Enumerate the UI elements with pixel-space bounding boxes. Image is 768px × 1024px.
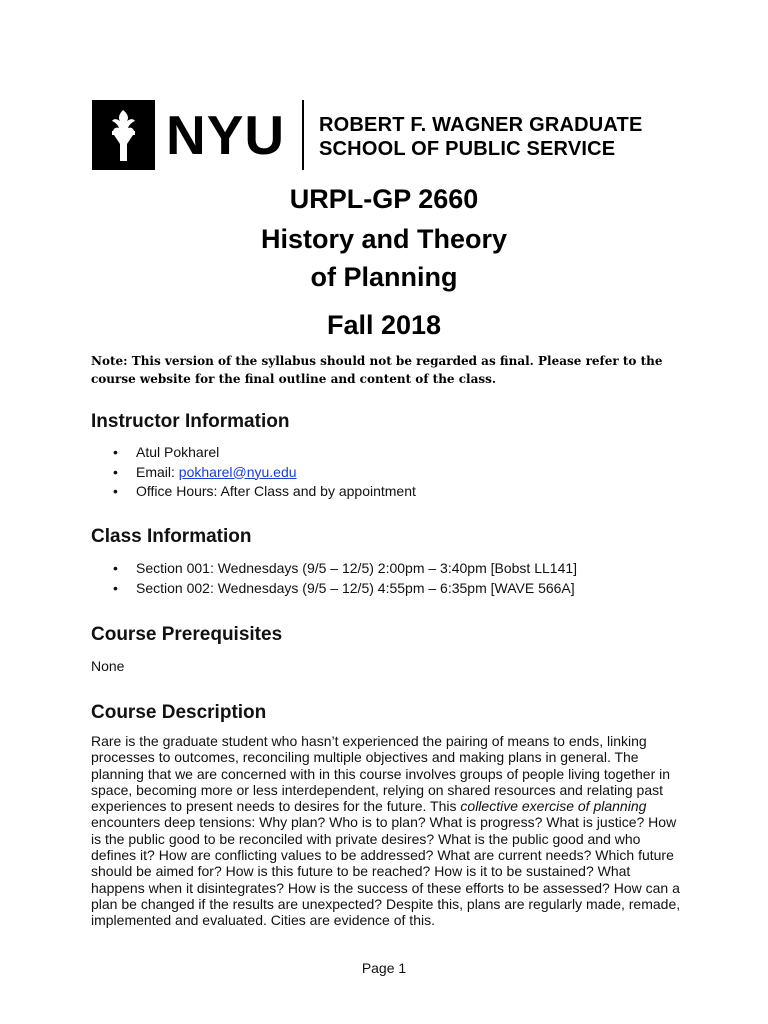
list-item bbox=[91, 443, 416, 463]
list-item bbox=[91, 463, 416, 483]
email-label: Email: bbox=[136, 463, 179, 480]
page-number: Page 1 bbox=[361, 960, 407, 976]
bullet-icon: • bbox=[113, 483, 118, 499]
email-link[interactable]: pokharel@nyu.edu bbox=[178, 463, 297, 480]
nyu-wordmark: NYU bbox=[166, 104, 286, 166]
bullet-icon: • bbox=[113, 579, 118, 596]
course-name-line2: of Planning bbox=[310, 262, 458, 292]
course-description bbox=[91, 733, 681, 929]
school-name bbox=[319, 113, 643, 161]
instructor-heading: Instructor Information bbox=[91, 411, 290, 432]
list-item bbox=[91, 579, 577, 599]
bullet-icon: • bbox=[113, 560, 118, 576]
nyu-torch-icon bbox=[92, 100, 155, 170]
school-name-line2: SCHOOL OF PUBLIC SERVICE bbox=[319, 138, 616, 160]
syllabus-note: Note: This version of the syllabus should not be regarded as final. Please refer to the course website for the final outline and content of the class. bbox=[91, 354, 663, 386]
class-info-heading: Class Information bbox=[91, 526, 252, 547]
bullet-icon: • bbox=[113, 444, 118, 460]
section-001: Section 001: Wednesdays (9/5 – 12/5) 2:00pm – 3:40pm [Bobst LL141] bbox=[136, 560, 578, 576]
bullet-icon: • bbox=[113, 463, 118, 480]
list-item bbox=[91, 482, 416, 502]
list-item bbox=[91, 559, 577, 579]
logo-divider bbox=[302, 100, 304, 170]
course-name-line1: History and Theory bbox=[260, 224, 508, 254]
course-code: URPL-GP 2660 bbox=[289, 184, 479, 214]
school-name-line1: ROBERT F. WAGNER GRADUATE bbox=[319, 114, 643, 136]
description-heading: Course Description bbox=[91, 702, 267, 723]
instructor-name: Atul Pokharel bbox=[136, 444, 220, 460]
prerequisites-text: None bbox=[91, 658, 125, 674]
description-text-1: Rare is the graduate student who hasn’t experienced the pairing of means to ends, linking processes to outcomes, reconciling multiple objectives and making plans in general. The planning that we are concerned with in this course involves groups of people living together in space, becoming more or less interdependent, relying on shared resources and relating past experiences to present needs to desires for the future. This bbox=[91, 733, 671, 815]
course-term: Fall 2018 bbox=[326, 310, 442, 340]
nyu-wagner-logo bbox=[92, 100, 692, 170]
instructor-list bbox=[91, 443, 416, 502]
class-sections-list bbox=[91, 559, 577, 598]
section-002: Section 002: Wednesdays (9/5 – 12/5) 4:55pm – 6:35pm [WAVE 566A] bbox=[136, 579, 575, 596]
description-emphasis: collective exercise of planning bbox=[460, 798, 647, 815]
prerequisites-heading: Course Prerequisites bbox=[91, 624, 283, 645]
description-text-2: encounters deep tensions: Why plan? Who is to plan? What is progress? What is justice? How is the public good to be reconciled with private desires? What is the public good and who defines it? How are conflicting values to be addressed? What are current needs? Which future should be aimed for? How is this future to be reached? How is it to be sustained? What happens when it disintegrates? How is the success of these efforts to be assessed? How can a plan be changed if the results are unexpected? Despite this, plans are regularly made, remade, implemented and evaluated. Cities are evidence of this. bbox=[91, 814, 681, 929]
office-hours: Office Hours: After Class and by appointment bbox=[136, 483, 416, 499]
